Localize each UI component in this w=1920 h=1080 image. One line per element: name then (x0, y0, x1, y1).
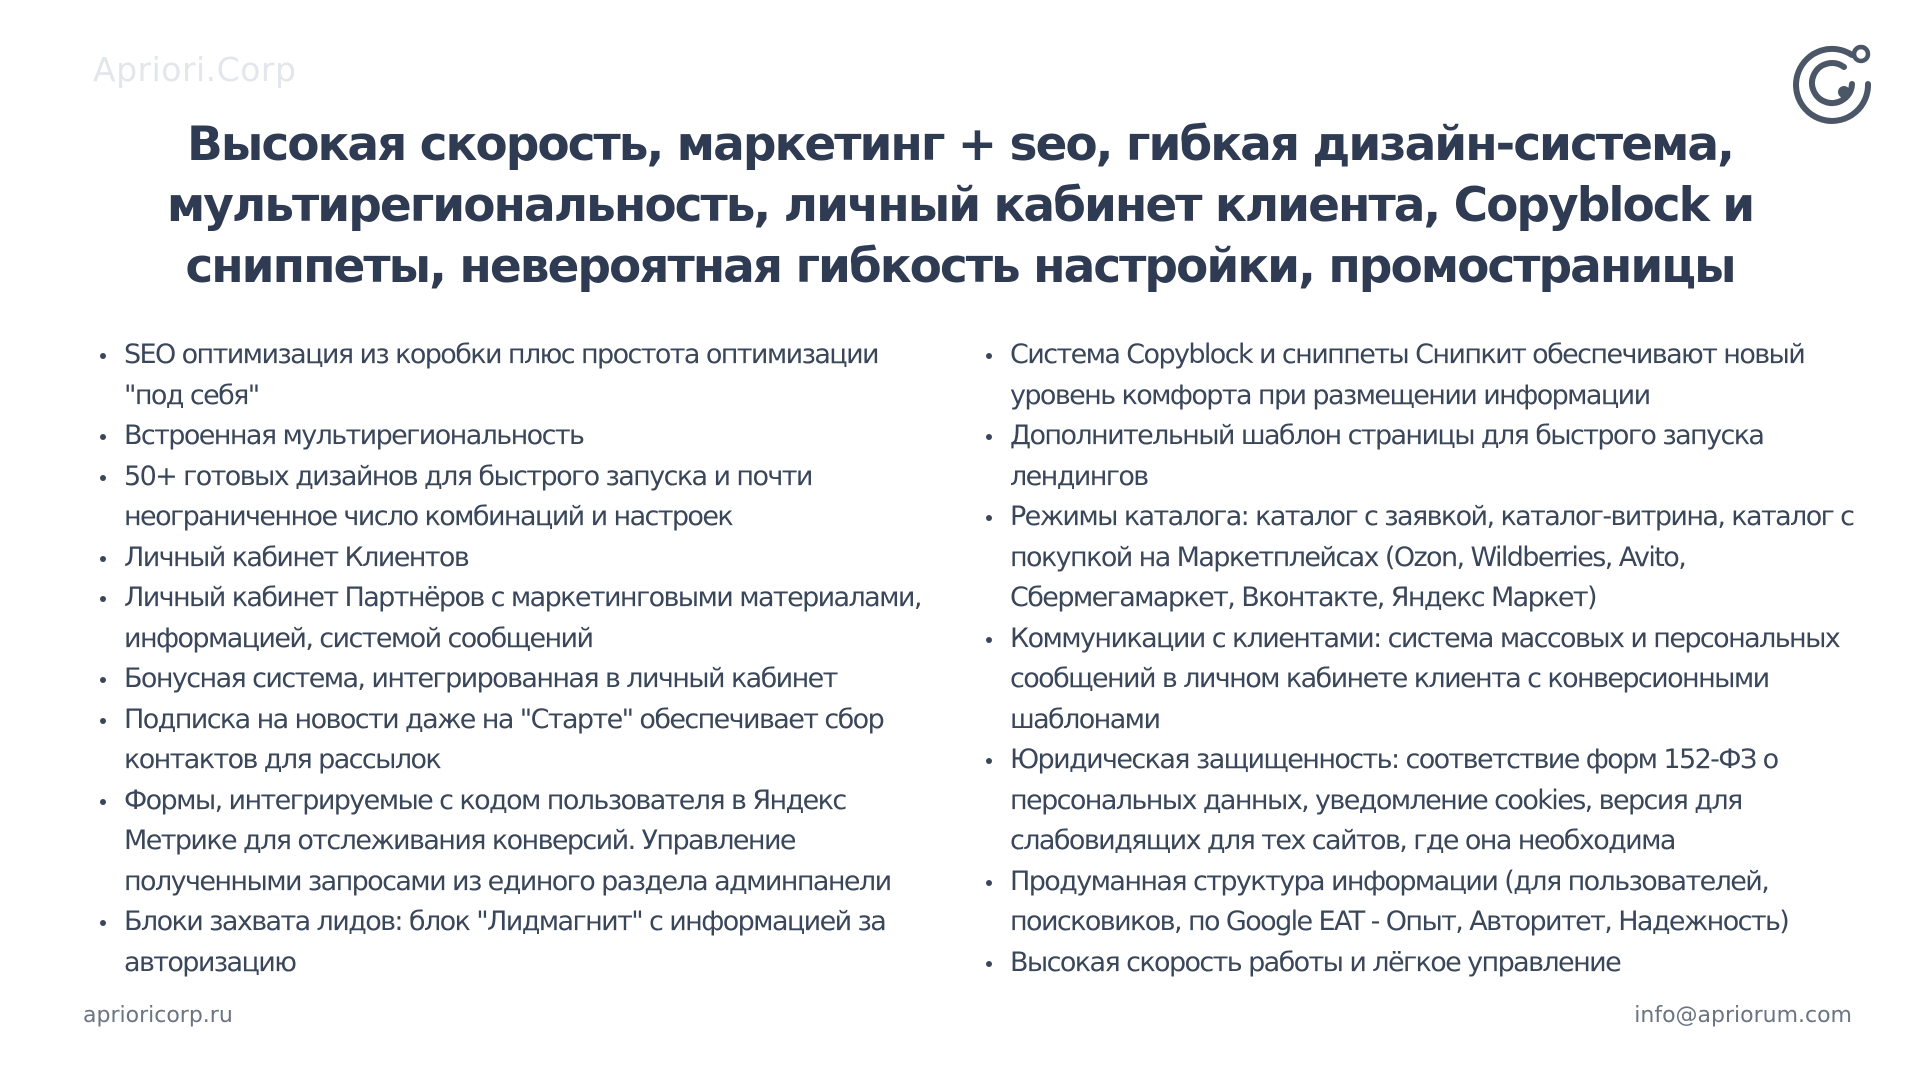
footer-email: info@apriorum.com (1634, 1003, 1852, 1028)
list-item: Подписка на новости даже на "Старте" обеспечивает сбор контактов для рассылок (98, 700, 928, 781)
page-title: Высокая скорость, маркетинг + seo, гибкая дизайн-система, мультирегиональность, личный кабинет клиента, Copyblock и сниппеты, невероятная гибкость настройки, промостраницы (166, 117, 1754, 294)
list-item: Личный кабинет Клиентов (98, 538, 928, 579)
list-item: Юридическая защищенность: соответствие форм 152-ФЗ о персональных данных, уведомление cookies, версия для слабовидящих для тех сайтов, где она необходима (984, 740, 1884, 862)
list-item: Коммуникации с клиентами: система массовых и персональных сообщений в личном кабинете клиента с конверсионными шаблонами (984, 619, 1884, 741)
features-list-left (98, 335, 928, 983)
list-item: Режимы каталога: каталог с заявкой, каталог-витрина, каталог с покупкой на Маркетплейсах (Ozon, Wildberries, Avito, Сбермегамаркет, Вконтакте, Яндекс Маркет) (984, 497, 1884, 619)
list-item: Встроенная мультирегиональность (98, 416, 928, 457)
footer-website: aprioricorp.ru (83, 1003, 233, 1028)
list-item: Продуманная структура информации (для пользователей, поисковиков, по Google EAT - Опыт, Авторитет, Надежность) (984, 862, 1884, 943)
list-item: Личный кабинет Партнёров с маркетинговыми материалами, информацией, системой сообщений (98, 578, 928, 659)
list-item: Формы, интегрируемые с кодом пользователя в Яндекс Метрике для отслеживания конверсий. Управление полученными запросами из единого раздела админпанели (98, 781, 928, 903)
list-item: Система Copyblock и сниппеты Снипкит обеспечивают новый уровень комфорта при размещении информации (984, 335, 1884, 416)
list-item: Дополнительный шаблон страницы для быстрого запуска лендингов (984, 416, 1884, 497)
list-item: SEO оптимизация из коробки плюс простота оптимизации "под себя" (98, 335, 928, 416)
list-item: Бонусная система, интегрированная в личный кабинет (98, 659, 928, 700)
list-item: 50+ готовых дизайнов для быстрого запуска и почти неограниченное число комбинаций и настроек (98, 457, 928, 538)
list-item: Высокая скорость работы и лёгкое управление (984, 943, 1884, 984)
brand-watermark: Apriori.Corp (93, 50, 297, 89)
planet-orbit-logo-icon (1790, 40, 1874, 124)
list-item: Блоки захвата лидов: блок "Лидмагнит" с информацией за авторизацию (98, 902, 928, 983)
features-list-right (984, 335, 1884, 983)
